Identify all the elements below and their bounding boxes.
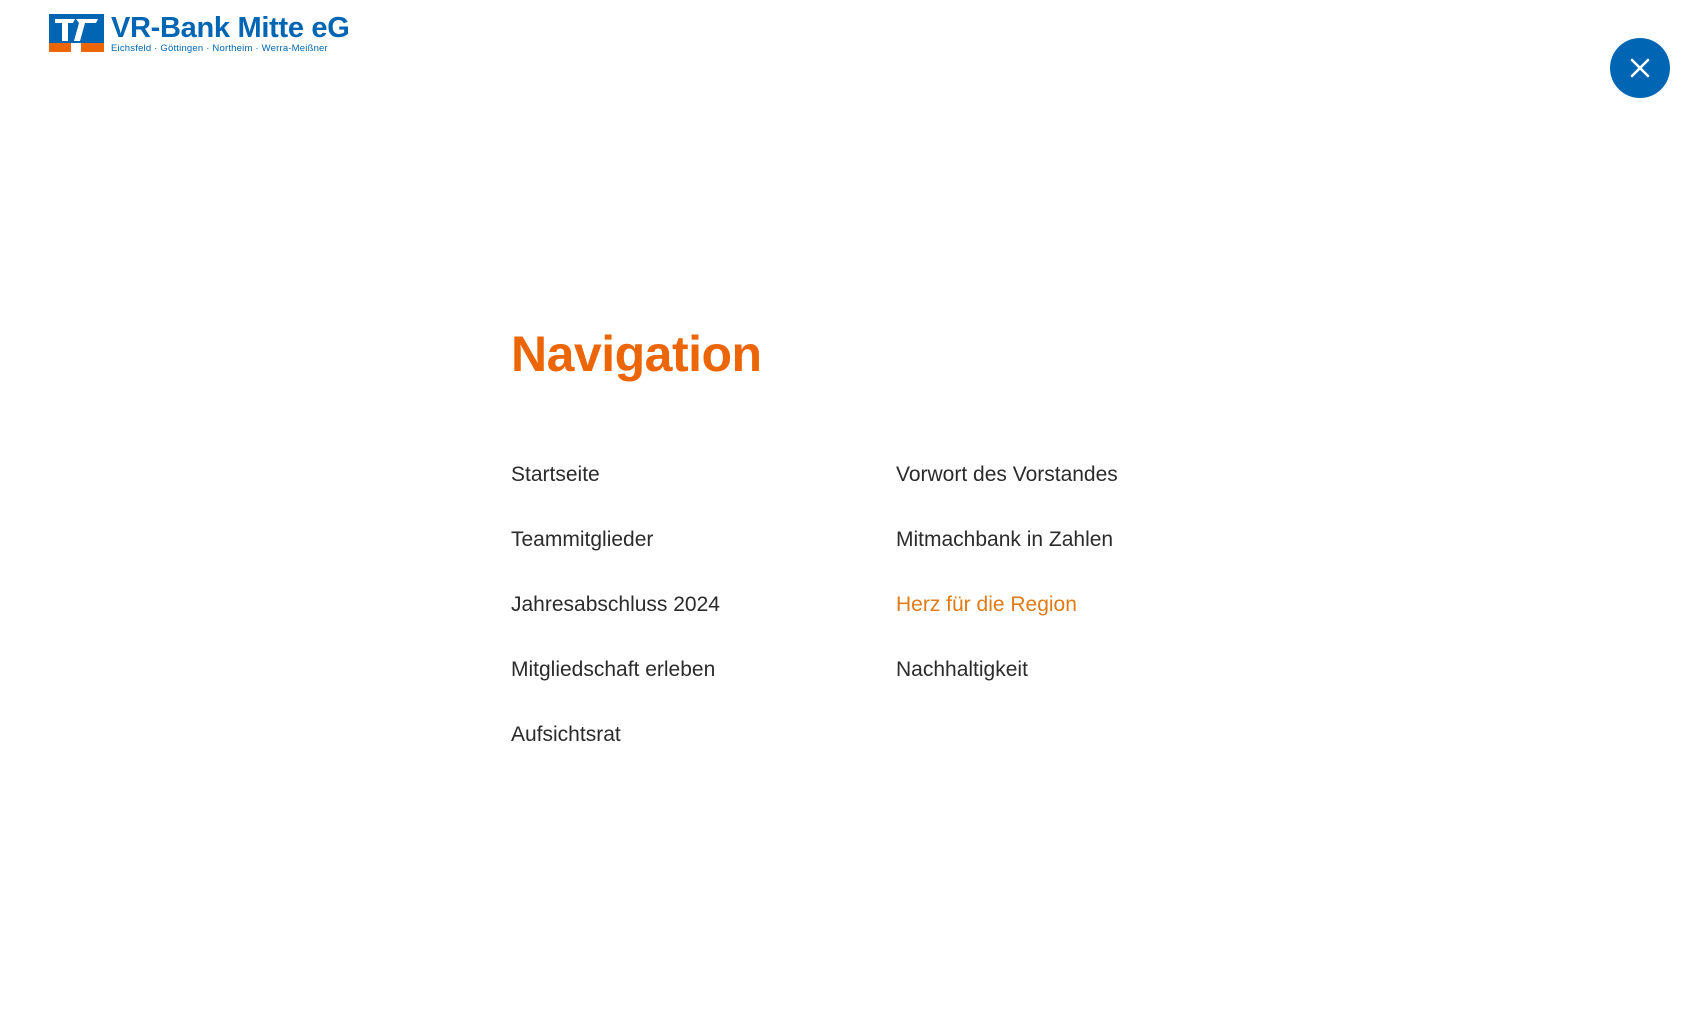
nav-link-mitmachbank[interactable]: Mitmachbank in Zahlen [896,528,1114,551]
navigation-title: Navigation [511,326,762,382]
nav-link-nachhaltigkeit[interactable]: Nachhaltigkeit [896,658,1028,681]
vr-logo-icon [49,14,104,52]
nav-link-jahresabschluss[interactable]: Jahresabschluss 2024 [511,593,720,616]
bank-name: VR-Bank Mitte eG [111,12,350,44]
nav-link-aufsichtsrat[interactable]: Aufsichtsrat [511,723,621,746]
nav-link-startseite[interactable]: Startseite [511,463,600,486]
bank-regions: Eichsfeld · Göttingen · Northeim · Werra-Meißner [111,43,328,54]
close-menu-button[interactable] [1610,38,1670,98]
nav-link-vorwort[interactable]: Vorwort des Vorstandes [896,463,1118,486]
nav-link-herz-fuer-die-region[interactable]: Herz für die Region [896,593,1077,616]
main-navigation [511,322,1211,746]
logo-text [111,14,350,55]
nav-link-teammitglieder[interactable]: Teammitglieder [511,528,654,551]
bank-logo[interactable] [49,14,350,55]
close-icon [1629,57,1651,79]
nav-link-mitgliedschaft[interactable]: Mitgliedschaft erleben [511,658,716,681]
